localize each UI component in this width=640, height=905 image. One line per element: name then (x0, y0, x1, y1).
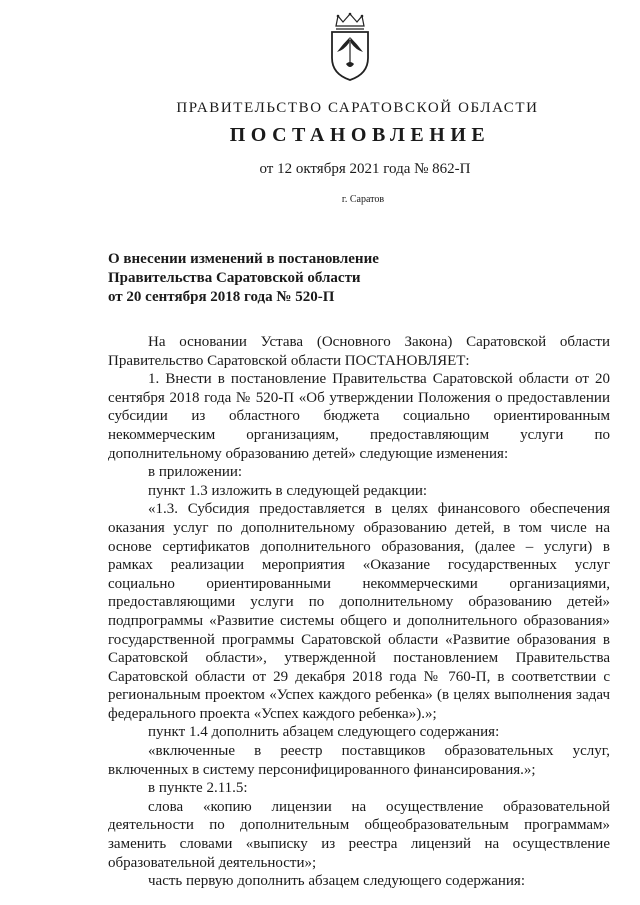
document-type-title: ПОСТАНОВЛЕНИЕ (229, 124, 491, 146)
body-paragraph: в приложении: (148, 464, 243, 481)
document-date-number: от 12 октября 2021 года № 862-П (259, 161, 471, 177)
body-paragraph: 1. Внести в постановление Правительства Саратовской области от 20 сентября 2018 года № 520-П «Об утверждении Положения о предоставлении субсидии из областного бюджета социально ориентированным некоммерческим организациям, предоставляющим услуги по дополнительному образованию детей» следующие изменения: (108, 371, 610, 462)
body-paragraph: «1.3. Субсидия предоставляется в целях финансового обеспечения оказания услуг по дополнительному образованию детей, в том числе на основе сертификатов дополнительного образования, (далее – услуги) в рамках реализации мероприятия «Оказание государственных услуг социально ориентированными некоммерческими организациями, предоставляющими услуги по дополнительному образованию детей» подпрограммы «Развитие системы общего и дополнительного образования» государственной программы Саратовской области «Развитие образования в Саратовской области», утвержденной постановлением Правительства Саратовской области от 29 декабря 2018 года № 760-П, в соответствии с региональным проектом «Успех каждого ребенка» (в целях выполнения задач федерального проекта «Успех каждого ребенка»).»; (108, 501, 610, 722)
subject-line: Правительства Саратовской области (108, 270, 361, 286)
document-city: г. Саратов (341, 194, 385, 205)
coat-of-arms-icon (328, 12, 372, 82)
document-body (108, 333, 610, 891)
body-paragraph: пункт 1.4 дополнить абзацем следующего содержания: (148, 724, 500, 741)
body-paragraph: в пункте 2.11.5: (148, 780, 248, 797)
subject-line: О внесении изменений в постановление (108, 251, 379, 267)
government-name: ПРАВИТЕЛЬСТВО САРАТОВСКОЙ ОБЛАСТИ (176, 100, 539, 116)
body-paragraph: На основании Устава (Основного Закона) Саратовской области Правительство Саратовской области ПОСТАНОВЛЯЕТ: (108, 334, 610, 369)
subject-line: от 20 сентября 2018 года № 520-П (108, 289, 335, 305)
body-paragraph: пункт 1.3 изложить в следующей редакции: (148, 482, 428, 499)
body-paragraph: слова «копию лицензии на осуществление образовательной деятельности по дополнительным общеобразовательным программам» заменить словами «выписку из реестра лицензий на осуществление образовательной деятельности»; (108, 798, 610, 871)
body-paragraph: «включенные в реестр поставщиков образовательных услуг, включенных в систему персонифицированного финансирования.»; (108, 743, 610, 778)
body-paragraph: часть первую дополнить абзацем следующего содержания: (148, 873, 525, 890)
document-subject (108, 250, 379, 307)
